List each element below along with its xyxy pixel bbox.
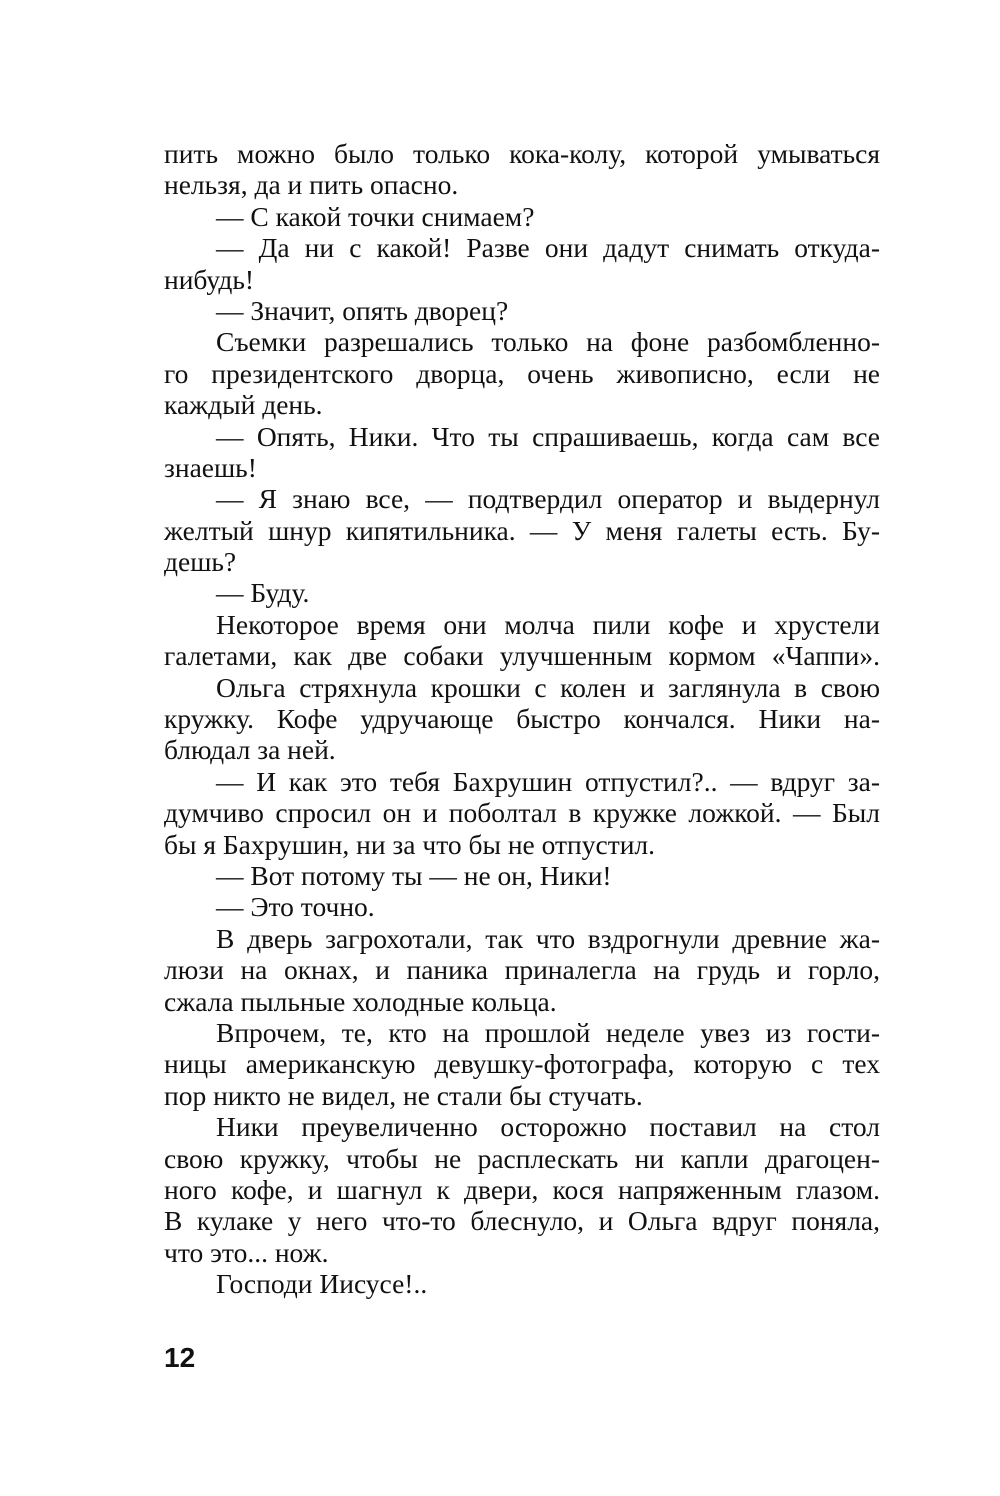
text-line: сжала пыльные холодные кольца. <box>164 985 557 1017</box>
text-line: свою кружку, чтобы не расплескать ни капли драгоцен- <box>164 1142 880 1174</box>
text-line: Впрочем, те, кто на прошлой неделе увез из гости- <box>216 1016 880 1048</box>
text-line: нельзя, да и пить опасно. <box>164 169 459 201</box>
text-line: ного кофе, и шагнул к двери, кося напряженным глазом. <box>164 1173 880 1205</box>
text-line: Ольга стряхнула крошки с колен и заглянула в свою <box>216 671 880 703</box>
text-line: что это... нож. <box>164 1236 329 1268</box>
text-line: каждый день. <box>164 389 323 421</box>
text-line: — Я знаю все, — подтвердил оператор и выдернул <box>216 483 880 515</box>
text-line: нибудь! <box>164 263 255 295</box>
text-line: ницы американскую девушку-фотографа, которую с тех <box>164 1048 880 1080</box>
book-page-text <box>164 138 880 1299</box>
text-line: кружку. Кофе удручающе быстро кончался. Ники на- <box>164 703 880 735</box>
text-line: галетами, как две собаки улучшенным кормом «Чаппи». <box>164 640 880 672</box>
text-line: — Опять, Ники. Что ты спрашиваешь, когда сам все <box>216 420 880 452</box>
text-line: пить можно было только кока-колу, которой умываться <box>164 138 880 169</box>
text-line: бы я Бахрушин, ни за что бы не отпустил. <box>164 828 656 860</box>
text-line: — Да ни с какой! Разве они дадут снимать откуда- <box>216 232 880 264</box>
text-line: — Значит, опять дворец? <box>216 294 509 326</box>
text-line: го президентского дворца, очень живописно, если не <box>164 357 880 389</box>
text-line: — С какой точки снимаем? <box>216 200 535 232</box>
text-line: Господи Иисусе!.. <box>216 1268 428 1300</box>
text-line: Некоторое время они молча пили кофе и хрустели <box>216 608 880 640</box>
text-line: блюдал за ней. <box>164 734 336 766</box>
text-line: Съемки разрешались только на фоне разбомбленно- <box>216 326 880 358</box>
text-line: Ники преувеличенно осторожно поставил на стол <box>216 1111 880 1143</box>
text-line: В дверь загрохотали, так что вздрогнули древние жа- <box>216 922 880 954</box>
page-number: 12 <box>164 1342 196 1373</box>
text-line: В кулаке у него что-то блеснуло, и Ольга вдруг поняла, <box>164 1205 880 1237</box>
text-line: — Буду. <box>216 577 310 609</box>
text-line: думчиво спросил он и поболтал в кружке ложкой. — Был <box>164 797 880 829</box>
text-line: — Это точно. <box>216 891 375 923</box>
text-line: знаешь! <box>164 451 257 483</box>
text-line: желтый шнур кипятильника. — У меня галеты есть. Бу- <box>164 514 880 546</box>
text-line: пор никто не видел, не стали бы стучать. <box>164 1079 643 1111</box>
text-line: — Вот потому ты — не он, Ники! <box>216 859 612 891</box>
text-line: — И как это тебя Бахрушин отпустил?.. — вдруг за- <box>216 765 880 797</box>
text-line: люзи на окнах, и паника приналегла на грудь и горло, <box>164 954 880 986</box>
text-line: дешь? <box>164 546 237 578</box>
